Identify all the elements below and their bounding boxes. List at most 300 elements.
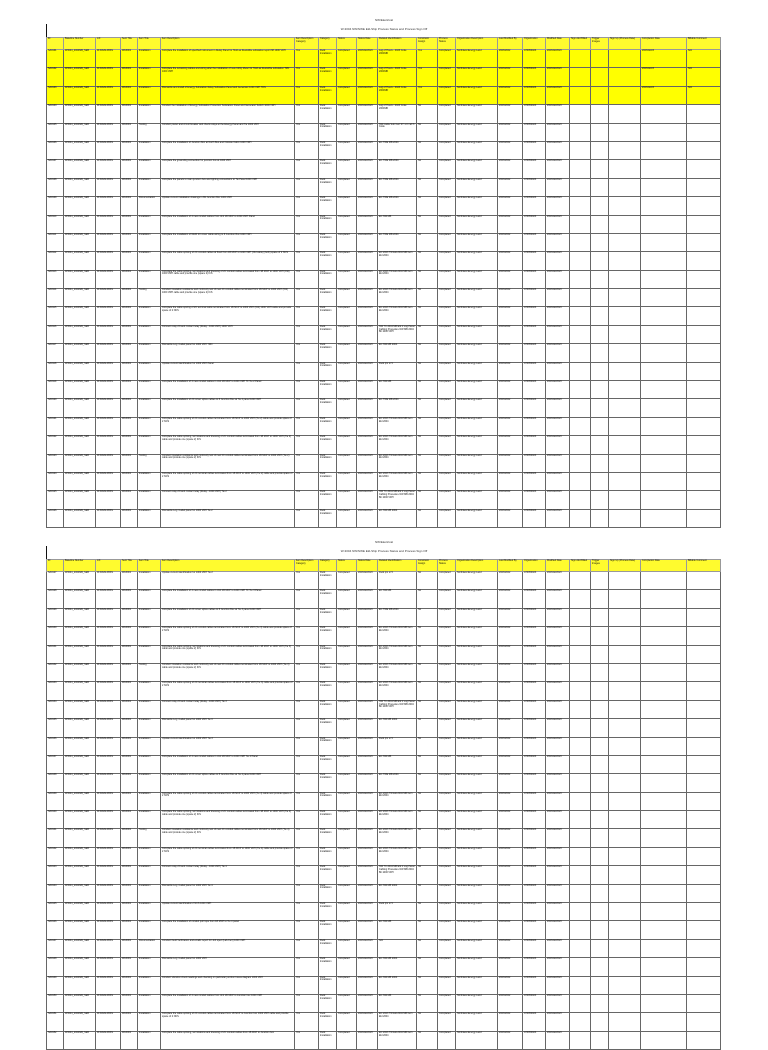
cell-process-status: Completed [438,921,456,939]
cell-organization: AT0050023 [523,105,546,123]
cell-category: Field Installation [319,362,337,380]
cell-process-status: Completed [438,325,456,343]
cell-lf-code: W-RA09-FBKS [96,436,121,454]
cell-trigger-images [591,307,609,325]
cell-sign-up-date [609,884,641,902]
cell-last-modified-by: 2023/2022 [498,178,523,196]
cell-item-description: Conduct Insulation resistance and continuity test of new 2C conduit cables terminated from 1B MCP to 1000 VRH (Tie 4) cable and provide one (space 2) ICS [161,829,295,847]
cell-status: Completed [337,472,357,490]
cell-row-id: SA0108 [47,178,64,196]
cell-organization-description: Northland Energy Land [456,68,498,86]
column-header-category: Category [319,38,337,50]
cell-sign-add-billed [570,491,591,509]
cell-row-id: SA0133 [47,682,64,700]
cell-status-date: 2023/02/2023 [357,141,378,159]
cell-status: Completed [337,884,357,902]
cell-lf-code: W-RA09-FBKS [96,123,121,141]
cell-modified-date: 2023/02/2023 [546,215,570,233]
cell-sign-up-date [609,417,641,435]
cell-completion-date [641,289,687,307]
cell-modified-date: 2023/02/2023 [546,50,570,68]
cell-process-status: Completed [438,958,456,976]
cell-organization-description: Northland Energy Land [456,160,498,178]
cell-constraint-assign: No [417,307,438,325]
cell-description-category: Yes [295,270,319,288]
cell-organization-description: Northland Energy Land [456,737,498,755]
cell-organization: AT0050023 [523,663,546,681]
cell-status-date: 2023/02/2023 [357,344,378,362]
cell-sign-add-billed [570,884,591,902]
cell-description-category: Yes [295,362,319,380]
cell-related-identification: EC NW MB [378,215,417,233]
cell-lf-code: W-RA09-FBKS [96,755,121,773]
cell-sign-add-billed [570,399,591,417]
cell-billable-comment [687,197,721,215]
cell-constraint-assign: No [417,399,438,417]
column-header-sign-up-date: Sign Up (Process Date) [609,38,641,50]
cell-organization: AT0050023 [523,270,546,288]
cell-billable-comment [687,958,721,976]
cell-status-date: 2023/02/2023 [357,289,378,307]
cell-row-id: SA0148 [47,958,64,976]
cell-sign-up-date [609,976,641,994]
cell-process-status: Completed [438,663,456,681]
cell-modified-date: 2023/02/2023 [546,381,570,399]
cell-billable-comment [687,472,721,490]
cell-modified-date: 2023/02/2023 [546,197,570,215]
cell-status: Completed [337,903,357,921]
cell-constraint-assign: No [417,289,438,307]
cell-last-modified-by: 2023/2022 [498,399,523,417]
cell-category: Field Installation [319,50,337,68]
cell-organization: AT0050023 [523,233,546,251]
table-row [47,608,721,626]
cell-modified-date: 2023/02/2023 [546,866,570,884]
cell-constraint-assign: No [417,472,438,490]
cell-process-status: Completed [438,1013,456,1031]
cell-trigger-images [591,399,609,417]
cell-completion-date [641,847,687,865]
cell-status-date: 2023/02/2023 [357,1031,378,1049]
cell-organization: AT0050023 [523,325,546,343]
cell-sent-title: WA3001 [121,719,138,737]
cell-category: Field Installation [319,903,337,921]
cell-completion-date [641,509,687,527]
cell-modified-date: 2023/02/2023 [546,325,570,343]
cell-lf-code: W-RA09-FBKS [96,417,121,435]
cell-completion-date: 2023/02/23 [641,68,687,86]
cell-row-id: SA0121 [47,417,64,435]
cell-organization-description: Northland Energy Land [456,1013,498,1031]
cell-modified-date: 2023/02/2023 [546,939,570,957]
cell-trigger-images [591,252,609,270]
cell-constraint-assign: Yes [417,68,438,86]
cell-completion-date [641,491,687,509]
cell-organization: AT0050023 [523,1013,546,1031]
cell-description-category: Yes [295,719,319,737]
cell-trigger-images [591,289,609,307]
cell-sign-add-billed [570,307,591,325]
column-header-baseline-number: Baseline Number [64,38,96,50]
cell-description-category: Yes [295,160,319,178]
cell-item-title: Installation [138,755,161,773]
cell-billable-comment [687,903,721,921]
cell-sign-up-date [609,105,641,123]
column-header-completion-date: Completion Date [641,38,687,50]
cell-constraint-assign: No [417,572,438,590]
cell-trigger-images [591,86,609,104]
cell-category: Field Installation [319,1031,337,1049]
table-row [47,215,721,233]
cell-item-title: Installation [138,252,161,270]
cell-modified-date: 2023/02/2023 [546,233,570,251]
cell-category: Field Installation [319,491,337,509]
cell-constraint-assign: No [417,682,438,700]
cell-process-status: Completed [438,976,456,994]
cell-item-description: Complete the installation of specified instrument in Relay Panel for Hold as Resistible substation report 68 1000 VRH [161,50,295,68]
cell-billable-comment: N/A [687,50,721,68]
cell-lf-code: W-RA09-FBKS [96,344,121,362]
cell-related-identification: EC 2023 TW Eld 2004 MB Item Eld 2004 [378,270,417,288]
cell-billable-comment [687,233,721,251]
cell-description-category: Yes [295,572,319,590]
cell-status-date: 2023/02/2023 [357,645,378,663]
cell-modified-date: 2023/02/2023 [546,829,570,847]
cell-billable-comment [687,792,721,810]
cell-category: Field Installation [319,774,337,792]
cell-item-description: Complete the installation of 2C cover splice cables to 8 Junction Box at Tie 3 panel 1000 VRH [161,608,295,626]
cell-sign-add-billed [570,572,591,590]
cell-trigger-images [591,719,609,737]
cell-last-modified-by: 2023/2022 [498,847,523,865]
column-header-organization: Organization [523,38,546,50]
cell-category: Field Installation [319,289,337,307]
cell-organization: AT0050023 [523,866,546,884]
cell-item-description: Update current identification for 1000 VRH Tie 3 [161,737,295,755]
cell-related-identification: Field pm sr 5 [378,903,417,921]
cell-trigger-images [591,417,609,435]
cell-organization-description: Northland Energy Land [456,994,498,1012]
table-row [47,509,721,527]
cell-sign-up-date [609,50,641,68]
cell-related-identification: EC NW MB 2004 [378,958,417,976]
cell-completion-date [641,123,687,141]
cell-billable-comment: N/A [687,68,721,86]
cell-process-status: Completed [438,755,456,773]
cell-related-identification: EC NW MB [378,590,417,608]
cell-status-date: 2023/02/2023 [357,903,378,921]
cell-description-category: Yes [295,1013,319,1031]
cell-sign-add-billed [570,755,591,773]
cell-completion-date [641,700,687,718]
cell-trigger-images [591,572,609,590]
cell-sent-title: WA3001 [121,252,138,270]
table-row [47,700,721,718]
table-row [47,663,721,681]
cell-status: Completed [337,829,357,847]
cell-category: Field Installation [319,233,337,251]
cell-sign-up-date [609,491,641,509]
column-header-row-id: ID [47,560,64,572]
cell-description-category: Yes [295,1031,319,1049]
table-row [47,866,721,884]
cell-item-title: Installation [138,233,161,251]
table-row [47,737,721,755]
cell-organization: AT0050023 [523,178,546,196]
table-row [47,491,721,509]
cell-process-status: Completed [438,215,456,233]
cell-lf-code: W-RA09-FBKS [96,572,121,590]
cell-description-category: Yes [295,252,319,270]
cell-lf-code: W-RA09-FBKS [96,866,121,884]
cell-sign-add-billed [570,270,591,288]
cell-sent-title: WA3001 [121,417,138,435]
cell-sign-add-billed [570,50,591,68]
cell-last-modified-by: 2023/2022 [498,994,523,1012]
cell-organization: AT0050023 [523,590,546,608]
cell-completion-date [641,682,687,700]
cell-organization-description: Northland Energy Land [456,958,498,976]
cell-constraint-assign: No [417,737,438,755]
cell-category: Field Installation [319,608,337,626]
cell-sent-title: WA3001 [121,847,138,865]
cell-organization-description: Northland Energy Land [456,645,498,663]
cell-constraint-assign: No [417,663,438,681]
table-row [47,645,721,663]
cell-related-identification: EC 2023 TW Eld 2004 MB Item Eld 2004 [378,645,417,663]
cell-process-status: Completed [438,939,456,957]
cell-item-description: Conduct Insulation resistance and continuity test of new 2C conduit cables terminated from 1B MCP to 1000 VRH (Old) 1000 VRH cable and provide one (space 2) ICS [161,289,295,307]
column-header-sign-up-date: Sign Up (Process Date) [609,560,641,572]
cell-constraint-assign: No [417,436,438,454]
cell-lf-code: W-RA09-FBKS [96,399,121,417]
cell-trigger-images [591,847,609,865]
cell-item-description: Dismantle Log / Label panel for 1000 VRH [161,958,295,976]
cell-baseline-number: W3004_2004MB_SEB [64,682,96,700]
cell-last-modified-by: 2023/2022 [498,197,523,215]
cell-item-description: Connect relay 2N and contact relay (Relay - 1000 VRH) Tie 3 [161,700,295,718]
cell-sent-title: WA3001 [121,663,138,681]
cell-last-modified-by: 2023/2022 [498,884,523,902]
cell-related-identification: EC NW MB [378,381,417,399]
column-header-baseline-number: Baseline Number [64,560,96,572]
cell-trigger-images [591,50,609,68]
cell-status: Completed [337,105,357,123]
cell-constraint-assign: No [417,454,438,472]
cell-item-title: Installation [138,627,161,645]
cell-category: Field Installation [319,682,337,700]
cell-item-title: Installation [138,307,161,325]
cell-lf-code: W-RA09-FBKS [96,976,121,994]
cell-billable-comment: N/A [687,86,721,104]
cell-sign-up-date [609,509,641,527]
cell-billable-comment [687,847,721,865]
cell-status-date: 2023/02/2023 [357,491,378,509]
cell-process-status: Completed [438,994,456,1012]
cell-status-date: 2023/02/2023 [357,866,378,884]
cell-modified-date: 2023/02/2023 [546,491,570,509]
column-header-modified-date: Modified Date [546,560,570,572]
cell-row-id: SA0130 [47,627,64,645]
cell-category: Field Installation [319,270,337,288]
cell-billable-comment [687,344,721,362]
cell-trigger-images [591,682,609,700]
cell-process-status: Completed [438,399,456,417]
cell-trigger-images [591,381,609,399]
cell-item-description: Conduct Insulation resistance and continuity test of new 2C conduit cables terminated from 1B MCP to 1000 VRH (Tie 3) cable and provide one (space 2) ICS [161,663,295,681]
cell-baseline-number: W3004_2004MB_SEB [64,50,96,68]
cell-category: Field Installation [319,866,337,884]
cell-row-id: SA0134 [47,700,64,718]
cell-last-modified-by: 2023/2022 [498,663,523,681]
cell-last-modified-by: 2023/2022 [498,572,523,590]
cell-item-title: Documentation [138,197,161,215]
cell-related-identification: EC TWE MB 2004 [378,197,417,215]
cell-sign-add-billed [570,178,591,196]
cell-last-modified-by: 2023/2022 [498,829,523,847]
cell-last-modified-by: 2023/2022 [498,811,523,829]
cell-status: Completed [337,700,357,718]
column-header-lf-code: L/F [96,38,121,50]
cell-status: Completed [337,68,357,86]
cell-description-category: Yes [295,399,319,417]
cell-sign-up-date [609,645,641,663]
cell-trigger-images [591,645,609,663]
cell-modified-date: 2023/02/2023 [546,792,570,810]
cell-category: Field Installation [319,307,337,325]
cell-organization: AT0050023 [523,608,546,626]
cell-billable-comment [687,252,721,270]
cell-baseline-number: W3004_2004MB_SEB [64,289,96,307]
cell-billable-comment [687,436,721,454]
cell-category: Field Installation [319,215,337,233]
cell-related-identification: EC NW MB [378,921,417,939]
cell-process-status: Completed [438,829,456,847]
cell-category: Field Installation [319,252,337,270]
cell-constraint-assign: No [417,252,438,270]
cell-related-identification: Log of Hours - 2023 Code 2004MB [378,68,417,86]
cell-related-identification: EC NW MB [378,994,417,1012]
cell-row-id: SA0102 [47,68,64,86]
cell-completion-date [641,866,687,884]
cell-item-title: Installation [138,50,161,68]
cell-organization: AT0050023 [523,215,546,233]
cell-organization: AT0050023 [523,829,546,847]
cell-sent-title: WA3001 [121,682,138,700]
cell-process-status: Completed [438,1031,456,1049]
cell-trigger-images [591,197,609,215]
cell-trigger-images [591,141,609,159]
cell-status: Completed [337,160,357,178]
column-header-organization: Organization [523,560,546,572]
cell-baseline-number: W3004_2004MB_SEB [64,866,96,884]
cell-baseline-number: W3004_2004MB_SEB [64,627,96,645]
cell-related-identification: EC 2023 TW Eld 2004 MB Item Eld 2004 [378,417,417,435]
cell-item-description: Complete the installation of 4 new conduit cables in Unit 1B MCP to 1000 VRH Tie 4 Panel [161,755,295,773]
cell-organization-description: Northland Energy Land [456,252,498,270]
cell-row-id: SA0117 [47,344,64,362]
cell-category: Field Installation [319,939,337,957]
document-page-1 [0,14,768,515]
cell-status-date: 2023/02/2023 [357,884,378,902]
cell-baseline-number: W3004_2004MB_SEB [64,491,96,509]
cell-lf-code: W-RA09-FBKS [96,509,121,527]
cell-category: Field Installation [319,197,337,215]
cell-row-id: SA0139 [47,792,64,810]
cell-trigger-images [591,325,609,343]
cell-last-modified-by: 2023/2022 [498,700,523,718]
table-row [47,197,721,215]
table-row [47,307,721,325]
cell-modified-date: 2023/02/2023 [546,737,570,755]
cell-billable-comment [687,811,721,829]
cell-item-description: Complete the installation of conduit pull rope from 1B MCP to Tie 4 panel [161,921,295,939]
cell-description-category: Yes [295,197,319,215]
table-row [47,160,721,178]
cell-item-title: Testing [138,289,161,307]
cell-status: Completed [337,436,357,454]
cell-status: Completed [337,123,357,141]
cell-status: Completed [337,572,357,590]
cell-status-date: 2023/02/2023 [357,700,378,718]
cell-billable-comment [687,774,721,792]
cell-baseline-number: W3004_2004MB_SEB [64,399,96,417]
cell-sign-up-date [609,737,641,755]
cell-completion-date: 2023/02/23 [641,50,687,68]
cell-baseline-number: W3004_2004MB_SEB [64,307,96,325]
cell-process-status: Completed [438,160,456,178]
cell-sign-add-billed [570,774,591,792]
cell-sent-title: WA3001 [121,362,138,380]
cell-status: Completed [337,590,357,608]
cell-organization-description: Northland Energy Land [456,381,498,399]
cell-billable-comment [687,829,721,847]
cell-lf-code: W-RA09-FBKS [96,233,121,251]
cell-sent-title: WA3001 [121,645,138,663]
cell-modified-date: 2023/02/2023 [546,921,570,939]
cell-lf-code: W-RA09-FBKS [96,270,121,288]
cell-item-description: Complete the cable splicing, terminations and dressing of 2C conduit cables terminated from 1B MCP to 1000 VRH (Tie 4) cable and provide one (space 2) ICS [161,811,295,829]
cell-row-id: SA0126 [47,509,64,527]
cell-trigger-images [591,627,609,645]
cell-modified-date: 2023/02/2023 [546,68,570,86]
column-header-organization-description: Organization Description [456,560,498,572]
cell-process-status: Completed [438,627,456,645]
cell-row-id: SA0131 [47,645,64,663]
cell-billable-comment [687,1031,721,1049]
cell-lf-code: W-RA09-FBKS [96,811,121,829]
cell-modified-date: 2023/02/2023 [546,344,570,362]
cell-sign-up-date [609,682,641,700]
cell-status-date: 2023/02/2023 [357,399,378,417]
cell-billable-comment [687,663,721,681]
cell-description-category: Yes [295,491,319,509]
table-row [47,362,721,380]
cell-last-modified-by: 2023/2022 [498,939,523,957]
cell-baseline-number: W3004_2004MB_SEB [64,197,96,215]
cell-organization: AT0050023 [523,417,546,435]
table-row [47,289,721,307]
cell-item-description: Complete the installation of 2C cover splice cables to 8 Junction Box at Tie 2 panel 1000 VRH [161,399,295,417]
cell-row-id: SA0111 [47,233,64,251]
cell-modified-date: 2023/02/2023 [546,572,570,590]
cell-item-title: Installation [138,399,161,417]
cell-process-status: Completed [438,491,456,509]
cell-related-identification: EC NW MB 2004 [378,884,417,902]
cell-baseline-number: W3004_2004MB_SEB [64,737,96,755]
cell-sign-up-date [609,436,641,454]
cell-row-id: SA0116 [47,325,64,343]
